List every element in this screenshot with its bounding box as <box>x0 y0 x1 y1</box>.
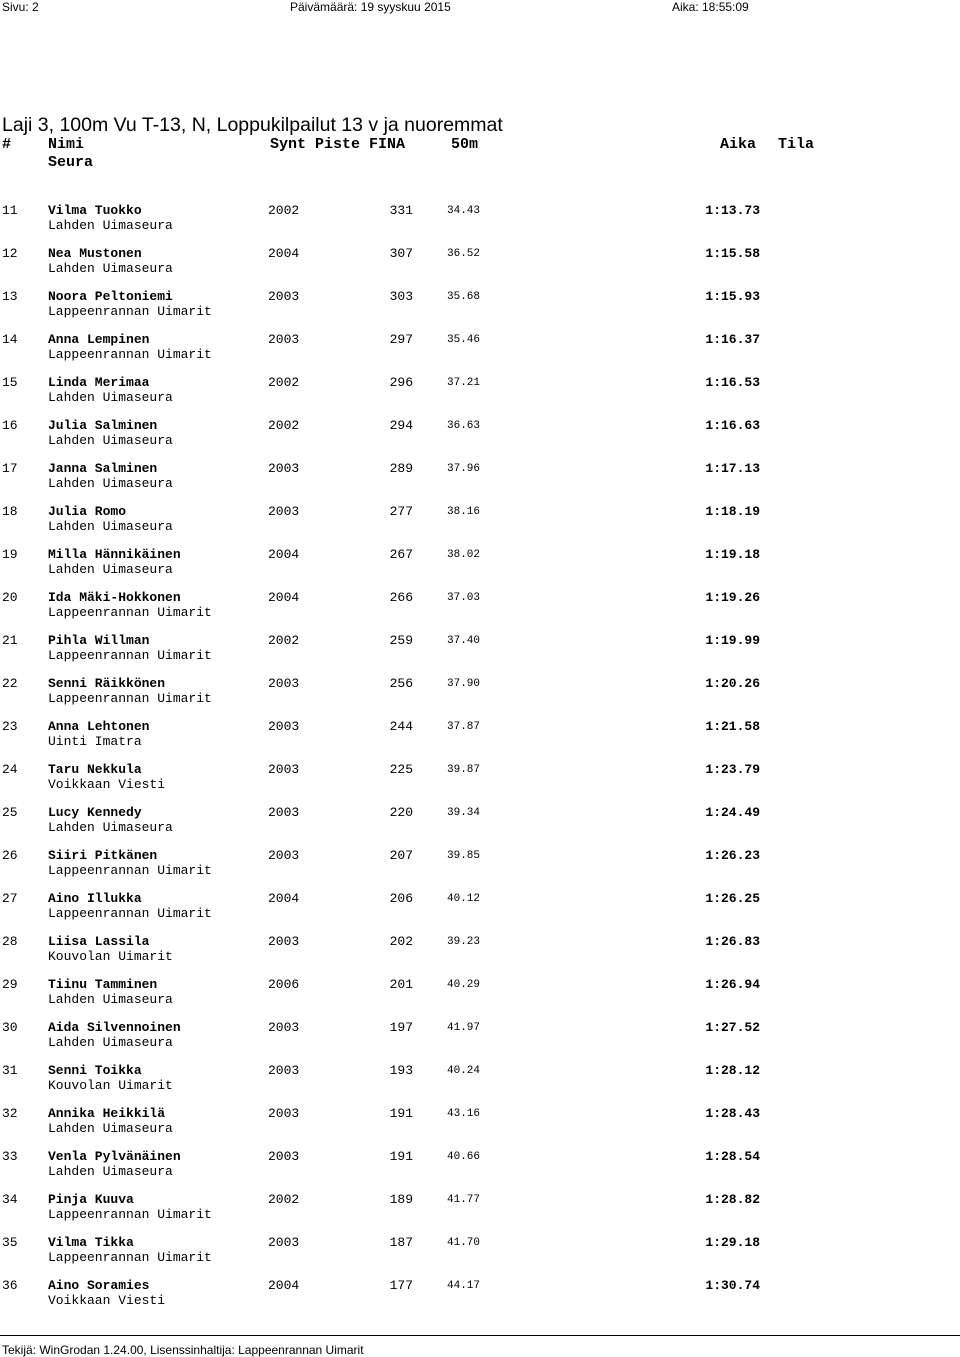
swimmer-club: Lappeenrannan Uimarit <box>48 605 212 620</box>
final-time: 1:21.58 <box>705 719 760 734</box>
result-row <box>0 332 960 375</box>
result-rank: 20 <box>2 590 18 605</box>
swimmer-club: Lappeenrannan Uimarit <box>48 691 212 706</box>
fina-points: 207 <box>389 848 413 863</box>
swimmer-club: Lappeenrannan Uimarit <box>48 648 212 663</box>
swimmer-name: Aida Silvennoinen <box>48 1020 181 1035</box>
swimmer-name: Lucy Kennedy <box>48 805 142 820</box>
fina-points: 303 <box>389 289 413 304</box>
split-50m: 37.87 <box>447 721 481 733</box>
split-50m: 43.16 <box>447 1108 481 1120</box>
swimmer-club: Uinti Imatra <box>48 734 142 749</box>
fina-points: 259 <box>389 633 413 648</box>
result-rank: 12 <box>2 246 18 261</box>
result-row <box>0 805 960 848</box>
swimmer-club: Lappeenrannan Uimarit <box>48 304 212 319</box>
final-time: 1:24.49 <box>705 805 760 820</box>
birth-year: 2004 <box>268 1278 300 1293</box>
fina-points: 206 <box>389 891 413 906</box>
split-50m: 37.96 <box>447 463 481 475</box>
swimmer-name: Senni Räikkönen <box>48 676 166 691</box>
birth-year: 2003 <box>268 934 300 949</box>
birth-year: 2003 <box>268 762 300 777</box>
result-rank: 26 <box>2 848 18 863</box>
result-row <box>0 977 960 1020</box>
final-time: 1:26.83 <box>705 934 760 949</box>
swimmer-name: Tiinu Tamminen <box>48 977 158 992</box>
fina-points: 307 <box>389 246 413 261</box>
final-time: 1:19.99 <box>705 633 760 648</box>
result-row <box>0 1278 960 1321</box>
result-row <box>0 590 960 633</box>
final-time: 1:18.19 <box>705 504 760 519</box>
result-rank: 24 <box>2 762 18 777</box>
birth-year: 2004 <box>268 246 300 261</box>
final-time: 1:26.25 <box>705 891 760 906</box>
swimmer-name: Annika Heikkilä <box>48 1106 166 1121</box>
birth-year: 2003 <box>268 1235 300 1250</box>
result-row <box>0 504 960 547</box>
split-50m: 41.77 <box>447 1194 481 1206</box>
swimmer-name: Pinja Kuuva <box>48 1192 134 1207</box>
result-row <box>0 461 960 504</box>
fina-points: 191 <box>389 1106 413 1121</box>
result-row <box>0 934 960 977</box>
result-rank: 21 <box>2 633 18 648</box>
swimmer-club: Lappeenrannan Uimarit <box>48 1207 212 1222</box>
result-row <box>0 375 960 418</box>
final-time: 1:29.18 <box>705 1235 760 1250</box>
result-row <box>0 1063 960 1106</box>
split-50m: 35.68 <box>447 291 481 303</box>
split-50m: 37.03 <box>447 592 481 604</box>
fina-points: 244 <box>389 719 413 734</box>
result-rank: 33 <box>2 1149 18 1164</box>
result-row <box>0 547 960 590</box>
swimmer-name: Janna Salminen <box>48 461 158 476</box>
column-header-split: 50m <box>451 136 479 153</box>
result-row <box>0 1149 960 1192</box>
result-rank: 30 <box>2 1020 18 1035</box>
swimmer-club: Lahden Uimaseura <box>48 1121 173 1136</box>
split-50m: 39.23 <box>447 936 481 948</box>
swimmer-name: Venla Pylvänäinen <box>48 1149 181 1164</box>
birth-year: 2002 <box>268 418 300 433</box>
result-rank: 34 <box>2 1192 18 1207</box>
final-time: 1:28.12 <box>705 1063 760 1078</box>
print-time: Aika: 18:55:09 <box>672 0 749 14</box>
swimmer-club: Lahden Uimaseura <box>48 992 173 1007</box>
final-time: 1:19.18 <box>705 547 760 562</box>
footer-divider <box>0 1335 960 1336</box>
swimmer-name: Aino Soramies <box>48 1278 150 1293</box>
result-row <box>0 1235 960 1278</box>
final-time: 1:19.26 <box>705 590 760 605</box>
result-rank: 27 <box>2 891 18 906</box>
page-number: Sivu: 2 <box>2 0 39 14</box>
fina-points: 201 <box>389 977 413 992</box>
fina-points: 297 <box>389 332 413 347</box>
birth-year: 2003 <box>268 461 300 476</box>
result-rank: 29 <box>2 977 18 992</box>
split-50m: 40.66 <box>447 1151 481 1163</box>
swimmer-name: Liisa Lassila <box>48 934 150 949</box>
split-50m: 38.02 <box>447 549 481 561</box>
birth-year: 2004 <box>268 590 300 605</box>
result-row <box>0 246 960 289</box>
result-row <box>0 1106 960 1149</box>
swimmer-club: Lappeenrannan Uimarit <box>48 863 212 878</box>
result-rank: 16 <box>2 418 18 433</box>
swimmer-name: Anna Lehtonen <box>48 719 150 734</box>
final-time: 1:15.58 <box>705 246 760 261</box>
swimmer-name: Milla Hännikäinen <box>48 547 181 562</box>
swimmer-club: Lappeenrannan Uimarit <box>48 1250 212 1265</box>
final-time: 1:27.52 <box>705 1020 760 1035</box>
final-time: 1:26.23 <box>705 848 760 863</box>
swimmer-name: Vilma Tikka <box>48 1235 134 1250</box>
swimmer-club: Lahden Uimaseura <box>48 476 173 491</box>
result-rank: 13 <box>2 289 18 304</box>
column-header-rank: # <box>2 136 12 153</box>
swimmer-club: Lahden Uimaseura <box>48 390 173 405</box>
result-row <box>0 1020 960 1063</box>
final-time: 1:20.26 <box>705 676 760 691</box>
final-time: 1:23.79 <box>705 762 760 777</box>
result-rank: 23 <box>2 719 18 734</box>
result-rank: 31 <box>2 1063 18 1078</box>
split-50m: 37.21 <box>447 377 481 389</box>
swimmer-club: Voikkaan Viesti <box>48 1293 166 1308</box>
result-row <box>0 633 960 676</box>
result-row <box>0 418 960 461</box>
split-50m: 40.12 <box>447 893 481 905</box>
birth-year: 2004 <box>268 891 300 906</box>
fina-points: 225 <box>389 762 413 777</box>
result-rank: 19 <box>2 547 18 562</box>
birth-year: 2003 <box>268 676 300 691</box>
swimmer-club: Lahden Uimaseura <box>48 1164 173 1179</box>
fina-points: 267 <box>389 547 413 562</box>
result-rank: 18 <box>2 504 18 519</box>
fina-points: 177 <box>389 1278 413 1293</box>
swimmer-name: Linda Merimaa <box>48 375 150 390</box>
split-50m: 38.16 <box>447 506 481 518</box>
final-time: 1:28.82 <box>705 1192 760 1207</box>
footer-credits: Tekijä: WinGrodan 1.24.00, Lisenssinhaltija: Lappeenrannan Uimarit <box>2 1343 364 1357</box>
final-time: 1:28.54 <box>705 1149 760 1164</box>
final-time: 1:30.74 <box>705 1278 760 1293</box>
split-50m: 35.46 <box>447 334 481 346</box>
final-time: 1:16.37 <box>705 332 760 347</box>
final-time: 1:16.53 <box>705 375 760 390</box>
result-rank: 17 <box>2 461 18 476</box>
split-50m: 37.40 <box>447 635 481 647</box>
swimmer-name: Ida Mäki-Hokkonen <box>48 590 181 605</box>
birth-year: 2006 <box>268 977 300 992</box>
birth-year: 2004 <box>268 547 300 562</box>
result-rank: 36 <box>2 1278 18 1293</box>
split-50m: 39.34 <box>447 807 481 819</box>
birth-year: 2003 <box>268 848 300 863</box>
split-50m: 44.17 <box>447 1280 481 1292</box>
split-50m: 37.90 <box>447 678 481 690</box>
swimmer-name: Senni Toikka <box>48 1063 142 1078</box>
final-time: 1:28.43 <box>705 1106 760 1121</box>
final-time: 1:13.73 <box>705 203 760 218</box>
split-50m: 40.29 <box>447 979 481 991</box>
column-header-born-points-fina: Synt Piste FINA <box>270 136 406 153</box>
result-row <box>0 891 960 934</box>
result-row <box>0 762 960 805</box>
result-row <box>0 203 960 246</box>
birth-year: 2003 <box>268 1020 300 1035</box>
swimmer-name: Noora Peltoniemi <box>48 289 173 304</box>
column-header-club: Seura <box>48 154 94 171</box>
column-header-name: Nimi <box>48 136 85 153</box>
result-rank: 22 <box>2 676 18 691</box>
result-row <box>0 676 960 719</box>
swimmer-club: Lahden Uimaseura <box>48 519 173 534</box>
result-rank: 32 <box>2 1106 18 1121</box>
fina-points: 197 <box>389 1020 413 1035</box>
swimmer-name: Vilma Tuokko <box>48 203 142 218</box>
split-50m: 41.70 <box>447 1237 481 1249</box>
birth-year: 2003 <box>268 1106 300 1121</box>
column-header-status: Tila <box>778 136 815 153</box>
final-time: 1:26.94 <box>705 977 760 992</box>
swimmer-club: Lahden Uimaseura <box>48 1035 173 1050</box>
swimmer-club: Lappeenrannan Uimarit <box>48 906 212 921</box>
fina-points: 289 <box>389 461 413 476</box>
final-time: 1:16.63 <box>705 418 760 433</box>
swimmer-name: Aino Illukka <box>48 891 142 906</box>
fina-points: 191 <box>389 1149 413 1164</box>
birth-year: 2003 <box>268 504 300 519</box>
birth-year: 2002 <box>268 375 300 390</box>
fina-points: 277 <box>389 504 413 519</box>
split-50m: 39.87 <box>447 764 481 776</box>
swimmer-name: Taru Nekkula <box>48 762 142 777</box>
birth-year: 2003 <box>268 332 300 347</box>
swimmer-name: Julia Salminen <box>48 418 158 433</box>
print-date: Päivämäärä: 19 syyskuu 2015 <box>290 0 451 14</box>
swimmer-club: Lappeenrannan Uimarit <box>48 347 212 362</box>
swimmer-club: Kouvolan Uimarit <box>48 1078 173 1093</box>
final-time: 1:17.13 <box>705 461 760 476</box>
birth-year: 2003 <box>268 1149 300 1164</box>
fina-points: 187 <box>389 1235 413 1250</box>
split-50m: 39.85 <box>447 850 481 862</box>
birth-year: 2002 <box>268 203 300 218</box>
split-50m: 36.52 <box>447 248 481 260</box>
fina-points: 266 <box>389 590 413 605</box>
result-row <box>0 1192 960 1235</box>
result-rank: 15 <box>2 375 18 390</box>
fina-points: 220 <box>389 805 413 820</box>
result-rank: 28 <box>2 934 18 949</box>
result-rank: 11 <box>2 203 18 218</box>
swimmer-club: Lahden Uimaseura <box>48 562 173 577</box>
split-50m: 40.24 <box>447 1065 481 1077</box>
birth-year: 2003 <box>268 719 300 734</box>
birth-year: 2003 <box>268 805 300 820</box>
swimmer-club: Kouvolan Uimarit <box>48 949 173 964</box>
final-time: 1:15.93 <box>705 289 760 304</box>
result-rank: 25 <box>2 805 18 820</box>
swimmer-name: Anna Lempinen <box>48 332 150 347</box>
swimmer-name: Nea Mustonen <box>48 246 142 261</box>
birth-year: 2002 <box>268 1192 300 1207</box>
result-rank: 35 <box>2 1235 18 1250</box>
split-50m: 36.63 <box>447 420 481 432</box>
result-row <box>0 289 960 332</box>
fina-points: 256 <box>389 676 413 691</box>
swimmer-name: Pihla Willman <box>48 633 150 648</box>
fina-points: 331 <box>389 203 413 218</box>
result-row <box>0 848 960 891</box>
swimmer-club: Lahden Uimaseura <box>48 820 173 835</box>
birth-year: 2003 <box>268 289 300 304</box>
swimmer-name: Julia Romo <box>48 504 127 519</box>
fina-points: 189 <box>389 1192 413 1207</box>
swimmer-club: Lahden Uimaseura <box>48 261 173 276</box>
column-header-time: Aika <box>720 136 757 153</box>
fina-points: 294 <box>389 418 413 433</box>
birth-year: 2003 <box>268 1063 300 1078</box>
swimmer-name: Siiri Pitkänen <box>48 848 158 863</box>
result-rank: 14 <box>2 332 18 347</box>
swimmer-club: Voikkaan Viesti <box>48 777 166 792</box>
result-row <box>0 719 960 762</box>
split-50m: 41.97 <box>447 1022 481 1034</box>
fina-points: 202 <box>389 934 413 949</box>
swimmer-club: Lahden Uimaseura <box>48 218 173 233</box>
fina-points: 193 <box>389 1063 413 1078</box>
swimmer-club: Lahden Uimaseura <box>48 433 173 448</box>
event-title: Laji 3, 100m Vu T-13, N, Loppukilpailut 13 v ja nuoremmat <box>2 114 503 136</box>
fina-points: 296 <box>389 375 413 390</box>
split-50m: 34.43 <box>447 205 481 217</box>
birth-year: 2002 <box>268 633 300 648</box>
